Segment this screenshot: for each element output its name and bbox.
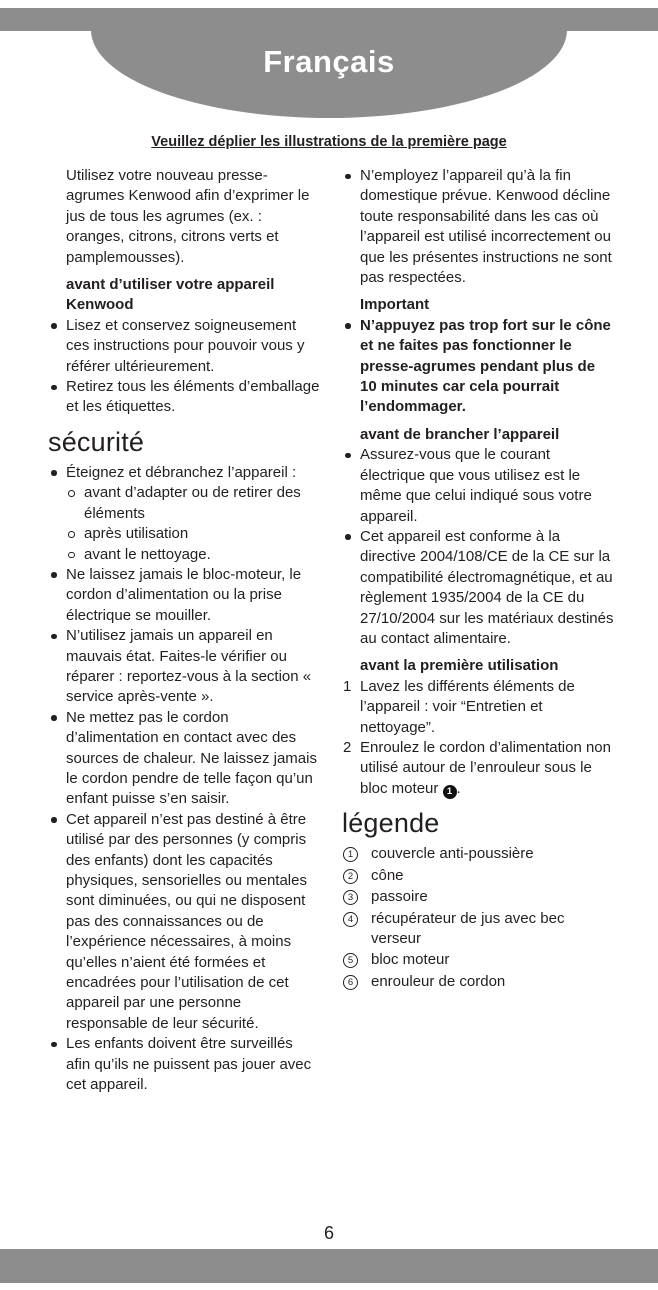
bullet-text: N’employez l’appareil qu’à la fin domestique prévue. Kenwood décline toute responsabilité dans les cas où l’appareil est utilisé incorrectement ou que les présentes instructions ne sont pas respectées.: [360, 167, 612, 287]
sub-bullet-text: avant le nettoyage.: [84, 545, 211, 563]
numbered-step: [342, 677, 614, 738]
bullet-icon: [51, 572, 57, 578]
legend-number-badge: 6: [343, 975, 358, 990]
bullet-item: [48, 565, 320, 626]
first-use-heading: avant la première utilisation: [360, 657, 559, 675]
bullet-icon: [345, 534, 351, 540]
legend-number-badge: 4: [343, 912, 358, 927]
bullet-icon: [51, 385, 57, 391]
step-text: Enroulez le cordon d’alimentation non utilisé autour de l’enrouleur sous le bloc moteur: [360, 738, 611, 797]
legend-label: bloc moteur: [371, 951, 450, 969]
step-text-suffix: .: [456, 779, 461, 797]
legend-item: [342, 887, 614, 907]
two-column-body: [0, 150, 658, 1096]
footer-bar: [0, 1249, 658, 1283]
bullet-item: [48, 316, 320, 377]
legend-number-badge: 2: [343, 869, 358, 884]
legend-item: [342, 844, 614, 864]
page-number: 6: [323, 1223, 334, 1243]
sub-bullet-text: après utilisation: [84, 525, 189, 543]
legend-item: [342, 950, 614, 970]
left-column: [48, 166, 320, 1096]
bullet-icon: [51, 323, 57, 329]
sub-bullet-item: [48, 524, 320, 544]
sub-bullet-icon: [68, 531, 75, 538]
bullet-icon: [51, 470, 57, 476]
sub-bullet-icon: [68, 552, 75, 559]
legend-label: enrouleur de cordon: [371, 972, 506, 990]
bullet-item: [48, 626, 320, 708]
bullet-text: N’appuyez pas trop fort sur le cône et ne faites pas fonctionner le presse-agrumes pendant plus de 10 minutes car cela pourrait l’endommager.: [360, 316, 611, 416]
bullet-icon: [345, 174, 351, 180]
bullet-text: Lisez et conservez soigneusement ces instructions pour pouvoir vous y référer ultérieurement.: [66, 316, 305, 375]
bullet-icon: [51, 634, 57, 640]
bullet-text: Ne mettez pas le cordon d’alimentation en contact avec des sources de chaleur. Ne laissez jamais le cordon pendre de telle façon qu’un enfant puisse s’en saisir.: [66, 708, 317, 808]
sub-bullet-item: [48, 483, 320, 524]
legend-label: récupérateur de jus avec bec verseur: [371, 909, 565, 947]
legend-number-badge: 3: [343, 890, 358, 905]
sub-bullet-item: [48, 545, 320, 565]
bullet-text: Assurez-vous que le courant électrique que vous utilisez est le même que celui indiqué sous votre appareil.: [360, 446, 592, 525]
numbered-step: [342, 738, 614, 799]
legend-heading: légende: [342, 808, 440, 839]
bullet-item: [48, 463, 320, 483]
intro-paragraph: Utilisez votre nouveau presse-agrumes Kenwood afin d’exprimer le jus de tous les agrumes (ex. : oranges, citrons, citrons verts et pamplemousses).: [66, 167, 310, 266]
bullet-icon: [345, 323, 351, 329]
legend-label: couvercle anti-poussière: [371, 845, 534, 863]
sub-bullet-text: avant d’adapter ou de retirer des éléments: [84, 484, 301, 522]
bullet-item: [48, 1034, 320, 1095]
legend-number-badge: 1: [343, 847, 358, 862]
bullet-text: Cet appareil est conforme à la directive 2004/108/CE de la CE sur la compatibilité électromagnétique, et au règlement 1935/2004 de la CE du 27/10/2004 sur les matériaux destinés au contact alimentaire.: [360, 527, 614, 647]
important-heading: Important: [360, 296, 430, 314]
legend-item: [342, 866, 614, 886]
bullet-icon: [51, 817, 57, 823]
legend-item: [342, 972, 614, 992]
header-banner: [0, 0, 658, 122]
bullet-text: N’utilisez jamais un appareil en mauvais état. Faites-le vérifier ou réparer : reportez-vous à la section « service après-vente ».: [66, 627, 312, 706]
bullet-item: [48, 708, 320, 810]
legend-number-badge: 5: [343, 953, 358, 968]
bullet-item: [342, 527, 614, 649]
bullet-icon: [345, 453, 351, 459]
bullet-text: Cet appareil n’est pas destiné à être utilisé par des personnes (y compris des enfants) dont les capacités physiques, sensorielles ou mentales sont diminuées, ou qui ne disposent pas des connaissances ou de l’expérience nécessaires, à moins qu’elles n’aient été formées et encadrées pour l’utilisation de cet appareil par une personne responsable de leur sécurité.: [66, 810, 307, 1032]
bullet-icon: [51, 1042, 57, 1048]
before-plug-heading: avant de brancher l’appareil: [360, 425, 560, 443]
bullet-item: [48, 810, 320, 1034]
legend-list: [342, 844, 614, 992]
bullet-text: Ne laissez jamais le bloc-moteur, le cordon d’alimentation ou la prise électrique se mouiller.: [66, 565, 302, 624]
before-use-heading: avant d’utiliser votre appareil Kenwood: [66, 276, 275, 314]
bullet-text: Retirez tous les éléments d’emballage et les étiquettes.: [66, 378, 320, 416]
bullet-item: [342, 445, 614, 527]
important-bullet-item: [342, 316, 614, 418]
bullet-item: [48, 377, 320, 418]
step-number: 1: [343, 677, 352, 695]
bullet-text: Éteignez et débranchez l’appareil :: [66, 463, 297, 481]
bullet-item: [342, 166, 614, 288]
right-column: [342, 166, 614, 1096]
legend-label: cône: [371, 866, 404, 884]
legend-label: passoire: [371, 888, 428, 906]
part-number-badge: 1: [443, 785, 457, 799]
sub-bullet-icon: [68, 490, 75, 497]
unfold-instruction: Veuillez déplier les illustrations de la première page: [151, 134, 507, 150]
page-language-title: Français: [263, 44, 395, 79]
step-text: Lavez les différents éléments de l’appareil : voir “Entretien et nettoyage”.: [360, 677, 575, 736]
security-heading: sécurité: [48, 426, 145, 457]
step-number: 2: [343, 738, 352, 756]
legend-item: [342, 909, 614, 950]
bullet-icon: [51, 715, 57, 721]
bullet-text: Les enfants doivent être surveillés afin qu’ils ne puissent pas jouer avec cet appareil.: [66, 1035, 312, 1094]
